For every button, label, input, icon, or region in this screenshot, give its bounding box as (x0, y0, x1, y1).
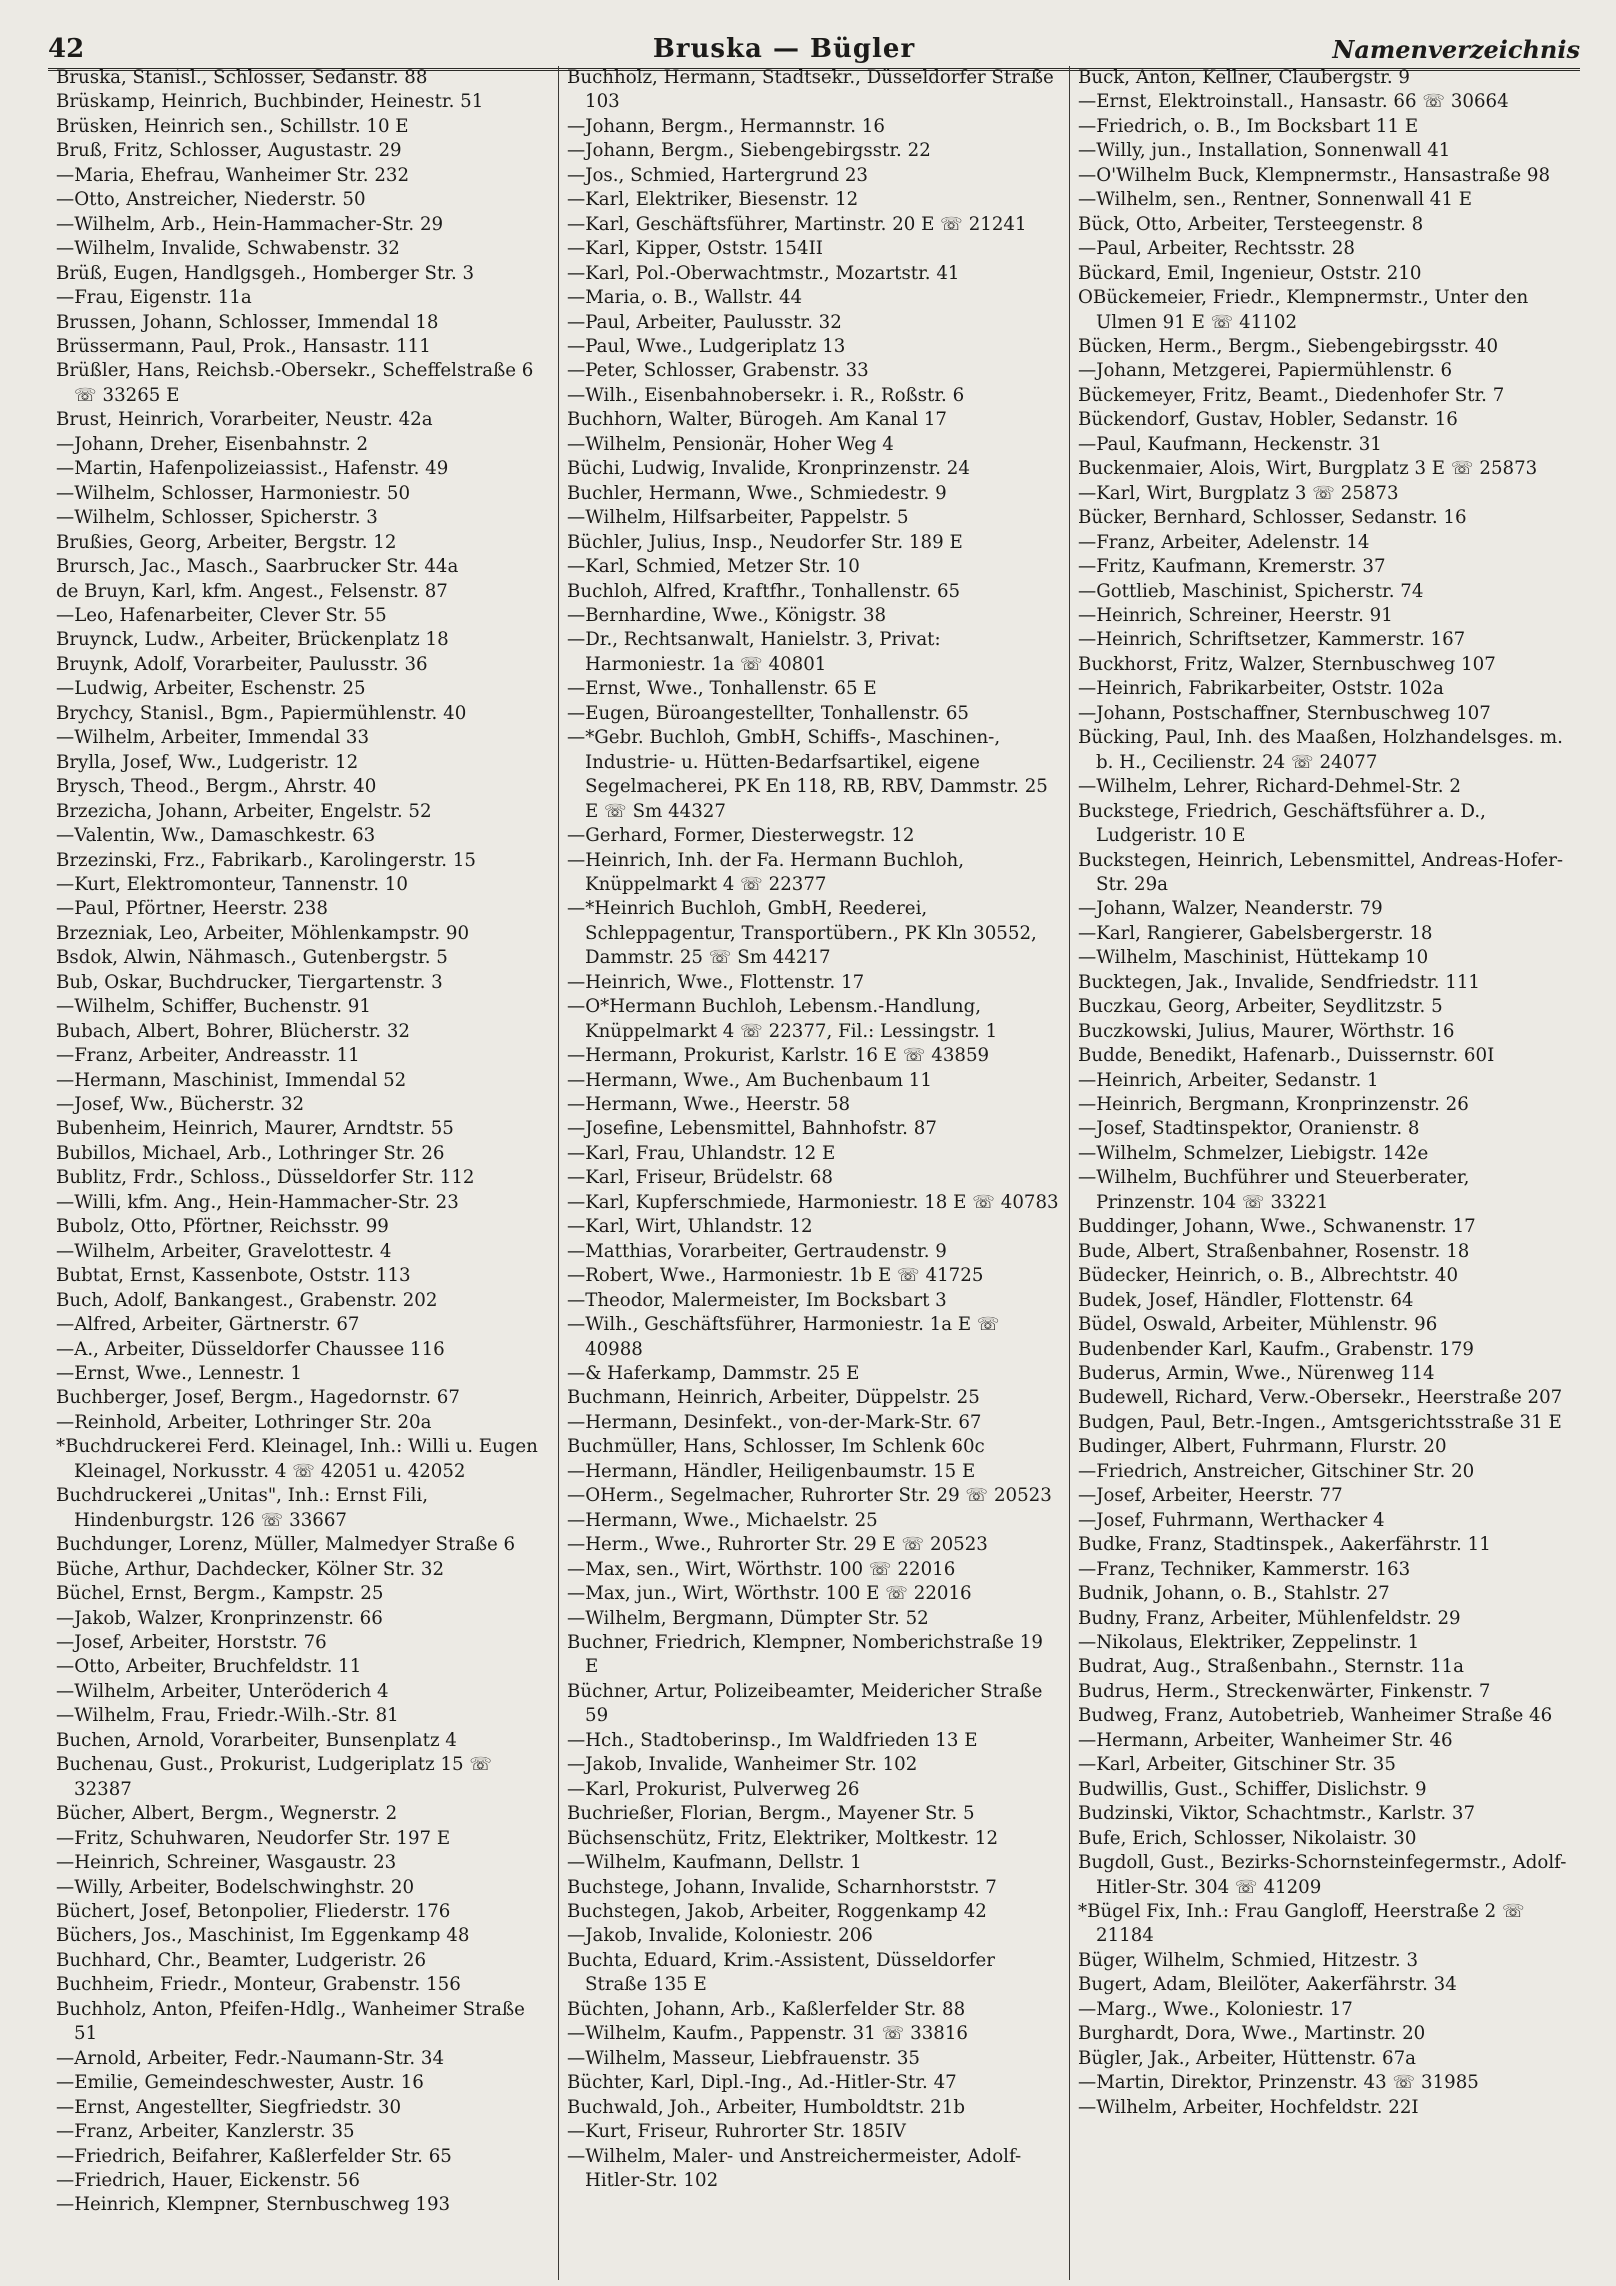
directory-entry: —Wilhelm, Arb., Hein-Hammacher-Str. 29 (56, 213, 444, 235)
directory-entry: Buchenau, Gust., Prokurist, Ludgeriplatz 15 ☏ 32387 (56, 1754, 493, 1800)
directory-entry: —Wilh., Geschäftsführer, Harmoniestr. 1a E ☏ 40988 (567, 1314, 1000, 1360)
directory-entry: Brüß, Eugen, Handlgsgeh., Homberger Str. 3 (56, 262, 475, 284)
directory-entry: Buddinger, Johann, Wwe., Schwanenstr. 17 (1078, 1216, 1476, 1238)
directory-entry: —Karl, Kipper, Oststr. 154II (567, 238, 823, 260)
directory-entry: —Josef, Arbeiter, Horststr. 76 (56, 1632, 327, 1653)
directory-entry: Brzezicha, Johann, Arbeiter, Engelstr. 52 (56, 800, 432, 822)
directory-entry: —Bernhardine, Wwe., Königstr. 38 (567, 604, 887, 626)
directory-entry: —Leo, Hafenarbeiter, Clever Str. 55 (56, 604, 387, 626)
directory-entry: —Nikolaus, Elektriker, Zeppelinstr. 1 (1078, 1632, 1420, 1653)
directory-entry: Bubolz, Otto, Pförtner, Reichsstr. 99 (56, 1216, 389, 1238)
directory-entry: —Hermann, Händler, Heiligenbaumstr. 15 E (567, 1460, 976, 1482)
directory-entry: Budrus, Herm., Streckenwärter, Finkenstr. 7 (1078, 1680, 1491, 1702)
directory-entry: Bugert, Adam, Bleilöter, Aakerfährstr. 34 (1078, 1974, 1457, 1996)
directory-entry: —Wilhelm, Buchführer und Steuerberater, Prinzenstr. 104 ☏ 33221 (1078, 1167, 1470, 1213)
directory-entry: Brüßler, Hans, Reichsb.-Obersekr., Scheffelstraße 6 ☏ 33265 E (56, 360, 534, 406)
directory-entry: Budweg, Franz, Autobetrieb, Wanheimer Straße 46 (1078, 1705, 1553, 1727)
directory-entry: —Karl, Schmied, Metzer Str. 10 (567, 556, 860, 578)
directory-entry: Budzinski, Viktor, Schachtmstr., Karlstr. 37 (1078, 1803, 1476, 1825)
directory-entry: —Max, jun., Wirt, Wörthstr. 100 E ☏ 22016 (567, 1583, 972, 1605)
directory-entry: —Ernst, Elektroinstall., Hansastr. 66 ☏ 30664 (1078, 91, 1509, 113)
directory-entry: Buchdunger, Lorenz, Müller, Malmedyer Straße 6 (56, 1534, 516, 1556)
directory-entry: Budgen, Paul, Betr.-Ingen., Amtsgerichtsstraße 31 E (1078, 1411, 1562, 1433)
directory-entry: —*Gebr. Buchloh, GmbH, Schiffs-, Maschinen-, Industrie- u. Hütten-Bedarfsartikel, eigene Segelmacherei, PK En 118, RB, RBV, Dammstr. 25 E ☏ Sm 44327 (567, 727, 1048, 822)
directory-entry: —Alfred, Arbeiter, Gärtnerstr. 67 (56, 1314, 360, 1336)
directory-entry: Bub, Oskar, Buchdrucker, Tiergartenstr. 3 (56, 971, 443, 993)
directory-entry: —Robert, Wwe., Harmoniestr. 1b E ☏ 41725 (567, 1265, 984, 1287)
directory-entry: —Heinrich, Wwe., Flottenstr. 17 (567, 971, 865, 993)
directory-entry: Büchert, Josef, Betonpolier, Fliederstr. 176 (56, 1900, 451, 1922)
directory-entry: —Wilhelm, Pensionär, Hoher Weg 4 (567, 433, 894, 455)
directory-entry: —Paul, Kaufmann, Heckenstr. 31 (1078, 433, 1382, 455)
directory-entry: Buczkowski, Julius, Maurer, Wörthstr. 16 (1078, 1020, 1455, 1042)
directory-entry: —Karl, Pol.-Oberwachtmstr., Mozartstr. 41 (567, 262, 960, 284)
page-title: Bruska — Bügler (652, 34, 916, 64)
directory-entry: Buckenmaier, Alois, Wirt, Burgplatz 3 E ☏ 25873 (1078, 458, 1538, 480)
directory-entry: Bücher, Albert, Bergm., Wegnerstr. 2 (56, 1803, 398, 1825)
directory-entry: —Eugen, Büroangestellter, Tonhallenstr. 65 (567, 702, 970, 724)
directory-entry: Brylla, Josef, Ww., Ludgeristr. 12 (56, 751, 359, 773)
directory-entry: —Wilhelm, Kaufm., Pappenstr. 31 ☏ 33816 (567, 2023, 968, 2045)
directory-entry: Brüsken, Heinrich sen., Schillstr. 10 E (56, 115, 409, 137)
directory-entry: —Josef, Arbeiter, Heerstr. 77 (1078, 1485, 1343, 1507)
directory-entry: Buckstege, Friedrich, Geschäftsführer a. D., Ludgeristr. 10 E (1078, 800, 1486, 847)
directory-entry: Budek, Josef, Händler, Flottenstr. 64 (1078, 1289, 1414, 1311)
directory-entry: Buch, Adolf, Bankangest., Grabenstr. 202 (56, 1289, 438, 1311)
directory-entry: —Wilhelm, Schlosser, Spicherstr. 3 (56, 507, 378, 529)
directory-entry: Bsdok, Alwin, Nähmasch., Gutenbergstr. 5 (56, 947, 448, 969)
directory-entry: —Johann, Dreher, Eisenbahnstr. 2 (56, 433, 369, 455)
directory-entry: Brüssermann, Paul, Prok., Hansastr. 111 (56, 335, 431, 357)
directory-entry: Bubtat, Ernst, Kassenbote, Oststr. 113 (56, 1265, 411, 1287)
directory-entry: —Dr., Rechtsanwalt, Hanielstr. 3, Privat: Harmoniestr. 1a ☏ 40801 (567, 629, 941, 675)
directory-entry: Bucktegen, Jak., Invalide, Sendfriedstr. 111 (1078, 971, 1480, 993)
directory-entry: —Ernst, Wwe., Lennestr. 1 (56, 1363, 302, 1385)
directory-entry: Brust, Heinrich, Vorarbeiter, Neustr. 42a (56, 409, 433, 431)
directory-entry: —Heinrich, Fabrikarbeiter, Oststr. 102a (1078, 678, 1444, 700)
directory-entry: OBückemeier, Friedr., Klempnermstr., Unter den Ulmen 91 E ☏ 41102 (1078, 287, 1529, 333)
directory-entry: —Martin, Hafenpolizeiassist., Hafenstr. 49 (56, 458, 449, 480)
directory-entry: —Karl, Kupferschmiede, Harmoniestr. 18 E ☏ 40783 (567, 1191, 1059, 1213)
directory-entry: —Paul, Wwe., Ludgeriplatz 13 (567, 335, 846, 357)
directory-entry: Büchner, Artur, Polizeibeamter, Meidericher Straße 59 (567, 1680, 1043, 1727)
directory-entry: Buchhard, Chr., Beamter, Ludgeristr. 26 (56, 1949, 427, 1971)
directory-entry: de Bruyn, Karl, kfm. Angest., Felsenstr. 87 (56, 580, 448, 602)
directory-entry: —Ernst, Angestellter, Siegfriedstr. 30 (56, 2096, 402, 2118)
column-right (1069, 66, 1580, 2280)
directory-entry: —Willy, jun., Installation, Sonnenwall 41 (1078, 140, 1451, 162)
directory-entry: —Wilhelm, Masseur, Liebfrauenstr. 35 (567, 2047, 920, 2069)
directory-entry: —Hermann, Desinfekt., von-der-Mark-Str. 67 (567, 1411, 982, 1433)
directory-entry: Bückemeyer, Fritz, Beamt., Diedenhofer Str. 7 (1078, 384, 1505, 406)
directory-entry: —Wilhelm, Arbeiter, Unteröderich 4 (56, 1680, 389, 1702)
directory-entry: Büger, Wilhelm, Schmied, Hitzestr. 3 (1078, 1949, 1419, 1971)
directory-entry: —Hermann, Maschinist, Immendal 52 (56, 1069, 407, 1091)
directory-entry: Budde, Benedikt, Hafenarb., Duissernstr. 60I (1078, 1045, 1495, 1067)
directory-entry: Büchel, Ernst, Bergm., Kampstr. 25 (56, 1583, 384, 1605)
directory-entry: —Kurt, Elektromonteur, Tannenstr. 10 (56, 873, 408, 895)
directory-entry: Bruynk, Adolf, Vorarbeiter, Paulusstr. 36 (56, 653, 428, 675)
directory-entry: —Wilhelm, Schiffer, Buchenstr. 91 (56, 996, 371, 1018)
directory-entry: —Wilhelm, Maler- und Anstreichermeister, Adolf-Hitler-Str. 102 (567, 2145, 1022, 2191)
directory-entry: *Bügel Fix, Inh.: Frau Gangloff, Heerstraße 2 ☏ 21184 (1078, 1900, 1525, 1947)
directory-entry: *Buchdruckerei Ferd. Kleinagel, Inh.: Willi u. Eugen Kleinagel, Norkusstr. 4 ☏ 42051 u. 42052 (56, 1436, 538, 1482)
directory-entry: Bruska, Stanisl., Schlosser, Sedanstr. 88 (56, 67, 428, 88)
directory-entry: Bücker, Bernhard, Schlosser, Sedanstr. 16 (1078, 507, 1467, 529)
directory-entry: —Karl, Prokurist, Pulverweg 26 (567, 1778, 860, 1800)
directory-entry: —Hermann, Wwe., Heerstr. 58 (567, 1094, 851, 1116)
directory-entry: —Wilhelm, Hilfsarbeiter, Pappelstr. 5 (567, 507, 909, 529)
directory-entry: —Ludwig, Arbeiter, Eschenstr. 25 (56, 678, 366, 700)
directory-entry: —Kurt, Friseur, Ruhrorter Str. 185IV (567, 2121, 906, 2143)
directory-entry: —Heinrich, Schreiner, Wasgaustr. 23 (56, 1852, 397, 1874)
directory-entry: Bubenheim, Heinrich, Maurer, Arndtstr. 55 (56, 1118, 454, 1140)
directory-entry: Bublitz, Frdr., Schloss., Düsseldorfer Str. 112 (56, 1167, 475, 1189)
directory-entry: Buczkau, Georg, Arbeiter, Seydlitzstr. 5 (1078, 996, 1443, 1018)
directory-entry: Büchten, Johann, Arb., Kaßlerfelder Str. 88 (567, 1998, 966, 2020)
directory-entry: —Wilh., Eisenbahnobersekr. i. R., Roßstr. 6 (567, 384, 965, 406)
directory-entry: Budrat, Aug., Straßenbahn., Sternstr. 11a (1078, 1656, 1464, 1678)
directory-entry: —Hermann, Wwe., Am Buchenbaum 11 (567, 1069, 932, 1091)
directory-entry: —Wilhelm, sen., Rentner, Sonnenwall 41 E (1078, 189, 1473, 211)
directory-entry: Büdel, Oswald, Arbeiter, Mühlenstr. 96 (1078, 1314, 1438, 1336)
directory-entry: Brursch, Jac., Masch., Saarbrucker Str. 44a (56, 556, 459, 578)
directory-entry: —Heinrich, Inh. der Fa. Hermann Buchloh, Knüppelmarkt 4 ☏ 22377 (567, 849, 965, 895)
directory-entry: —Franz, Arbeiter, Andreasstr. 11 (56, 1045, 360, 1067)
directory-entry: —Wilhelm, Lehrer, Richard-Dehmel-Str. 2 (1078, 776, 1461, 798)
directory-entry: Budinger, Albert, Fuhrmann, Flurstr. 20 (1078, 1436, 1447, 1458)
directory-entry: —Friedrich, Anstreicher, Gitschiner Str. 20 (1078, 1460, 1475, 1482)
directory-entry: —Marg., Wwe., Koloniestr. 17 (1078, 1998, 1353, 2020)
directory-entry: Budenbender Karl, Kaufm., Grabenstr. 179 (1078, 1338, 1474, 1360)
directory-entry: —Wilhelm, Invalide, Schwabenstr. 32 (56, 238, 400, 260)
directory-entry: —Friedrich, Beifahrer, Kaßlerfelder Str. 65 (56, 2145, 452, 2167)
directory-entry: —Emilie, Gemeindeschwester, Austr. 16 (56, 2072, 424, 2094)
directory-entry: —O*Hermann Buchloh, Lebensm.-Handlung, Knüppelmarkt 4 ☏ 22377, Fil.: Lessingstr. 1 (567, 996, 998, 1042)
directory-entry: —Gottlieb, Maschinist, Spicherstr. 74 (1078, 580, 1424, 602)
directory-entry: —Frau, Eigenstr. 11a (56, 287, 252, 309)
directory-entry: —Karl, Frau, Uhlandstr. 12 E (567, 1142, 836, 1164)
directory-entry: —Gerhard, Former, Diesterwegstr. 12 (567, 825, 915, 847)
directory-entry: —Jakob, Invalide, Wanheimer Str. 102 (567, 1754, 918, 1776)
directory-entry: —Josef, Fuhrmann, Werthacker 4 (1078, 1509, 1385, 1531)
directory-entry: Burghardt, Dora, Wwe., Martinstr. 20 (1078, 2023, 1426, 2045)
directory-entry: —Josef, Ww., Bücherstr. 32 (56, 1094, 305, 1116)
directory-entry: —Wilhelm, Arbeiter, Hochfeldstr. 22I (1078, 2096, 1419, 2118)
directory-entry: —A., Arbeiter, Düsseldorfer Chaussee 116 (56, 1338, 445, 1360)
directory-entry: —Wilhelm, Bergmann, Dümpter Str. 52 (567, 1607, 929, 1629)
directory-entry: —Friedrich, Hauer, Eickenstr. 56 (56, 2169, 360, 2191)
directory-entry: —Reinhold, Arbeiter, Lothringer Str. 20a (56, 1411, 432, 1433)
directory-entry: Buchheim, Friedr., Monteur, Grabenstr. 156 (56, 1974, 461, 1996)
directory-entry: —& Haferkamp, Dammstr. 25 E (567, 1363, 860, 1385)
directory-entry: —Josefine, Lebensmittel, Bahnhofstr. 87 (567, 1118, 937, 1140)
directory-entry: —Jos., Schmied, Hartergrund 23 (567, 164, 868, 186)
directory-entry: —Hermann, Prokurist, Karlstr. 16 E ☏ 43859 (567, 1045, 990, 1067)
directory-entry: Brüskamp, Heinrich, Buchbinder, Heinestr. 51 (56, 91, 484, 113)
directory-entry: —Peter, Schlosser, Grabenstr. 33 (567, 360, 869, 382)
directory-entry: Buchen, Arnold, Vorarbeiter, Bunsenplatz 4 (56, 1729, 457, 1751)
directory-entry: —Karl, Elektriker, Biesenstr. 12 (567, 189, 859, 211)
directory-entry: Büdecker, Heinrich, o. B., Albrechtstr. 40 (1078, 1265, 1459, 1287)
directory-entry: Buchner, Friedrich, Klempner, Nomberichstraße 19 E (567, 1632, 1043, 1678)
directory-entry: —Maria, Ehefrau, Wanheimer Str. 232 (56, 164, 410, 186)
directory-entry: —Heinrich, Arbeiter, Sedanstr. 1 (1078, 1069, 1379, 1091)
directory-entry: Buchrießer, Florian, Bergm., Mayener Str. 5 (567, 1803, 975, 1825)
directory-entry: —Hermann, Wwe., Michaelstr. 25 (567, 1509, 878, 1531)
directory-entry: Budke, Franz, Stadtinspek., Aakerfährstr. 11 (1078, 1534, 1491, 1556)
directory-entry: —Wilhelm, Arbeiter, Immendal 33 (56, 727, 370, 749)
directory-entry: —Heinrich, Klempner, Sternbuschweg 193 (56, 2194, 451, 2216)
directory-entry: —Franz, Techniker, Kammerstr. 163 (1078, 1558, 1411, 1580)
directory-entry: Büchi, Ludwig, Invalide, Kronprinzenstr. 24 (567, 458, 970, 480)
directory-entry: —O'Wilhelm Buck, Klempnermstr., Hansastraße 98 (1078, 164, 1551, 186)
directory-entry: —Otto, Anstreicher, Niederstr. 50 (56, 189, 366, 211)
directory-entry: —Karl, Wirt, Burgplatz 3 ☏ 25873 (1078, 482, 1399, 504)
directory-entry: Brysch, Theod., Bergm., Ahrstr. 40 (56, 776, 377, 798)
directory-entry: —Wilhelm, Arbeiter, Gravelottestr. 4 (56, 1240, 392, 1262)
directory-entry: Bruynck, Ludw., Arbeiter, Brückenplatz 18 (56, 629, 449, 651)
page-header (48, 18, 1580, 71)
directory-entry: Brzezinski, Frz., Fabrikarb., Karolingerstr. 15 (56, 849, 476, 871)
directory-entry: Buchholz, Anton, Pfeifen-Hdlg., Wanheimer Straße 51 (56, 1998, 525, 2045)
directory-entry: —Heinrich, Bergmann, Kronprinzenstr. 26 (1078, 1094, 1469, 1116)
column-left (48, 66, 558, 2280)
directory-entry: Buchhorn, Walter, Bürogeh. Am Kanal 17 (567, 409, 948, 431)
directory-entry: —Paul, Arbeiter, Rechtsstr. 28 (1078, 238, 1355, 260)
directory-entry: Budny, Franz, Arbeiter, Mühlenfeldstr. 29 (1078, 1607, 1461, 1629)
directory-entry: Büchsenschütz, Fritz, Elektriker, Moltkestr. 12 (567, 1827, 999, 1849)
directory-entry: —Arnold, Arbeiter, Fedr.-Naumann-Str. 34 (56, 2047, 445, 2069)
directory-entry: Büche, Arthur, Dachdecker, Kölner Str. 32 (56, 1558, 445, 1580)
directory-entry: Bücken, Herm., Bergm., Siebengebirgsstr. 40 (1078, 335, 1499, 357)
directory-entry: —Wilhelm, Schlosser, Harmoniestr. 50 (56, 482, 411, 504)
directory-entry: —Karl, Wirt, Uhlandstr. 12 (567, 1216, 813, 1238)
directory-entry: Brussen, Johann, Schlosser, Immendal 18 (56, 311, 439, 333)
directory-entry: —Fritz, Schuhwaren, Neudorfer Str. 197 E (56, 1827, 451, 1849)
directory-entry: —Hermann, Arbeiter, Wanheimer Str. 46 (1078, 1729, 1453, 1751)
directory-entry: —Matthias, Vorarbeiter, Gertraudenstr. 9 (567, 1240, 947, 1262)
directory-entry: Bufe, Erich, Schlosser, Nikolaistr. 30 (1078, 1827, 1417, 1849)
directory-entry: —Johann, Bergm., Siebengebirgsstr. 22 (567, 140, 931, 162)
directory-entry: Bückendorf, Gustav, Hobler, Sedanstr. 16 (1078, 409, 1458, 431)
directory-entry: Bruß, Fritz, Schlosser, Augustastr. 29 (56, 140, 402, 162)
directory-entry: —Otto, Arbeiter, Bruchfeldstr. 11 (56, 1656, 362, 1678)
directory-entry: Buchstege, Johann, Invalide, Scharnhorststr. 7 (567, 1876, 997, 1898)
directory-entry: —Josef, Stadtinspektor, Oranienstr. 8 (1078, 1118, 1420, 1140)
directory-entry: Buchmann, Heinrich, Arbeiter, Düppelstr. 25 (567, 1387, 980, 1409)
directory-entry: Buckhorst, Fritz, Walzer, Sternbuschweg 107 (1078, 653, 1496, 675)
directory-entry: —Johann, Metzgerei, Papiermühlenstr. 6 (1078, 360, 1453, 382)
directory-entry: —Karl, Rangierer, Gabelsbergerstr. 18 (1078, 922, 1433, 944)
directory-entry: Buchler, Hermann, Wwe., Schmiedestr. 9 (567, 482, 947, 504)
directory-entry: Bubillos, Michael, Arb., Lothringer Str. 26 (56, 1142, 445, 1164)
directory-entry: Büchler, Julius, Insp., Neudorfer Str. 189 E (567, 531, 963, 553)
directory-entry: Buchholz, Hermann, Stadtsekr., Düsseldorfer Straße 103 (567, 67, 1054, 113)
directory-entry: Bugdoll, Gust., Bezirks-Schornsteinfegermstr., Adolf-Hitler-Str. 304 ☏ 41209 (1078, 1852, 1567, 1898)
directory-entry: Brußies, Georg, Arbeiter, Bergstr. 12 (56, 531, 397, 553)
directory-entry: —Max, sen., Wirt, Wörthstr. 100 ☏ 22016 (567, 1558, 956, 1580)
directory-entry: Bügler, Jak., Arbeiter, Hüttenstr. 67a (1078, 2047, 1416, 2069)
directory-entry: —Johann, Postschaffner, Sternbuschweg 107 (1078, 702, 1491, 724)
directory-entry: Budwillis, Gust., Schiffer, Dislichstr. 9 (1078, 1778, 1427, 1800)
directory-entry: —Johann, Walzer, Neanderstr. 79 (1078, 898, 1383, 920)
directory-entry: —Fritz, Kaufmann, Kremerstr. 37 (1078, 556, 1386, 578)
directory-entry: —Karl, Arbeiter, Gitschiner Str. 35 (1078, 1754, 1396, 1776)
directory-entry: —Martin, Direktor, Prinzenstr. 43 ☏ 31985 (1078, 2072, 1479, 2094)
directory-entry: —Wilhelm, Schmelzer, Liebigstr. 142e (1078, 1142, 1429, 1164)
directory-entry: —Wilhelm, Frau, Friedr.-Wilh.-Str. 81 (56, 1705, 399, 1727)
directory-entry: Bück, Otto, Arbeiter, Tersteegenstr. 8 (1078, 213, 1424, 235)
directory-entry: —Heinrich, Schriftsetzer, Kammerstr. 167 (1078, 629, 1466, 651)
directory-entry: Buchmüller, Hans, Schlosser, Im Schlenk 60c (567, 1436, 985, 1458)
directory-entry: —Karl, Friseur, Brüdelstr. 68 (567, 1167, 833, 1189)
directory-entry: Büchers, Jos., Maschinist, Im Eggenkamp 48 (56, 1925, 470, 1947)
directory-entry: —Ernst, Wwe., Tonhallenstr. 65 E (567, 678, 877, 700)
directory-entry: —Wilhelm, Kaufmann, Dellstr. 1 (567, 1852, 862, 1874)
directory-entry: —Paul, Pförtner, Heerstr. 238 (56, 898, 328, 920)
directory-entry: Budewell, Richard, Verw.-Obersekr., Heerstraße 207 (1078, 1387, 1563, 1409)
directory-entry: Buchloh, Alfred, Kraftfhr., Tonhallenstr. 65 (567, 580, 961, 602)
directory-entry: —Jakob, Invalide, Koloniestr. 206 (567, 1925, 873, 1947)
directory-entry: —Wilhelm, Maschinist, Hüttekamp 10 (1078, 947, 1429, 969)
directory-entry: —Maria, o. B., Wallstr. 44 (567, 287, 803, 309)
directory-entry: Buckstegen, Heinrich, Lebensmittel, Andreas-Hofer-Str. 29a (1078, 849, 1564, 895)
directory-entry: —Hch., Stadtoberinsp., Im Waldfrieden 13 E (567, 1729, 978, 1751)
directory-entry: Buchwald, Joh., Arbeiter, Humboldtstr. 21b (567, 2096, 965, 2118)
directory-entry: —Theodor, Malermeister, Im Bocksbart 3 (567, 1289, 947, 1311)
directory-entry: —Herm., Wwe., Ruhrorter Str. 29 E ☏ 20523 (567, 1534, 988, 1556)
directory-entry: —Friedrich, o. B., Im Bocksbart 11 E (1078, 115, 1419, 137)
directory-entry: —Heinrich, Schreiner, Heerstr. 91 (1078, 604, 1393, 626)
directory-entry: —*Heinrich Buchloh, GmbH, Reederei, Schleppagentur, Transportübern., PK Kln 30552, Dammstr. 25 ☏ Sm 44217 (567, 898, 1037, 969)
directory-entry: —Valentin, Ww., Damaschkestr. 63 (56, 825, 376, 847)
page-number: 42 (48, 34, 85, 64)
directory-entry: —Franz, Arbeiter, Kanzlerstr. 35 (56, 2121, 355, 2143)
directory-entry: Budnik, Johann, o. B., Stahlstr. 27 (1078, 1583, 1390, 1605)
directory-entry: Buchstegen, Jakob, Arbeiter, Roggenkamp 42 (567, 1900, 987, 1922)
directory-entry: Buchdruckerei „Unitas", Inh.: Ernst Fili, Hindenburgstr. 126 ☏ 33667 (56, 1485, 429, 1531)
directory-entry: Brzezniak, Leo, Arbeiter, Möhlenkampstr. 90 (56, 922, 470, 944)
column-middle (558, 66, 1069, 2280)
directory-entry: —Willi, kfm. Ang., Hein-Hammacher-Str. 23 (56, 1191, 459, 1213)
directory-entry: Buderus, Armin, Wwe., Nürenweg 114 (1078, 1363, 1435, 1385)
directory-entry: —Willy, Arbeiter, Bodelschwinghstr. 20 (56, 1876, 415, 1898)
directory-entry: —Franz, Arbeiter, Adelenstr. 14 (1078, 531, 1370, 553)
directory-entry: —Jakob, Walzer, Kronprinzenstr. 66 (56, 1607, 383, 1629)
directory-entry: Buchberger, Josef, Bergm., Hagedornstr. 67 (56, 1387, 460, 1409)
directory-entry: Buchta, Eduard, Krim.-Assistent, Düsseldorfer Straße 135 E (567, 1949, 995, 1996)
directory-entry: —Paul, Arbeiter, Paulusstr. 32 (567, 311, 842, 333)
directory-entry: —Karl, Geschäftsführer, Martinstr. 20 E ☏ 21241 (567, 213, 1027, 235)
directory-entry: Bücking, Paul, Inh. des Maaßen, Holzhandelsges. m. b. H., Cecilienstr. 24 ☏ 24077 (1078, 727, 1563, 773)
directory-entry: Bückard, Emil, Ingenieur, Oststr. 210 (1078, 262, 1422, 284)
directory-entry: Bubach, Albert, Bohrer, Blücherstr. 32 (56, 1020, 410, 1042)
directory-columns (48, 66, 1580, 2280)
directory-entry: Buck, Anton, Kellner, Claubergstr. 9 (1078, 67, 1410, 88)
directory-entry: Bude, Albert, Straßenbahner, Rosenstr. 18 (1078, 1240, 1470, 1262)
directory-entry: —Johann, Bergm., Hermannstr. 16 (567, 115, 885, 137)
directory-entry: Brychcy, Stanisl., Bgm., Papiermühlenstr. 40 (56, 702, 467, 724)
section-title: Namenverzeichnis (1332, 35, 1580, 64)
directory-entry: Büchter, Karl, Dipl.-Ing., Ad.-Hitler-Str. 47 (567, 2072, 957, 2094)
directory-entry: —OHerm., Segelmacher, Ruhrorter Str. 29 ☏ 20523 (567, 1485, 1052, 1507)
